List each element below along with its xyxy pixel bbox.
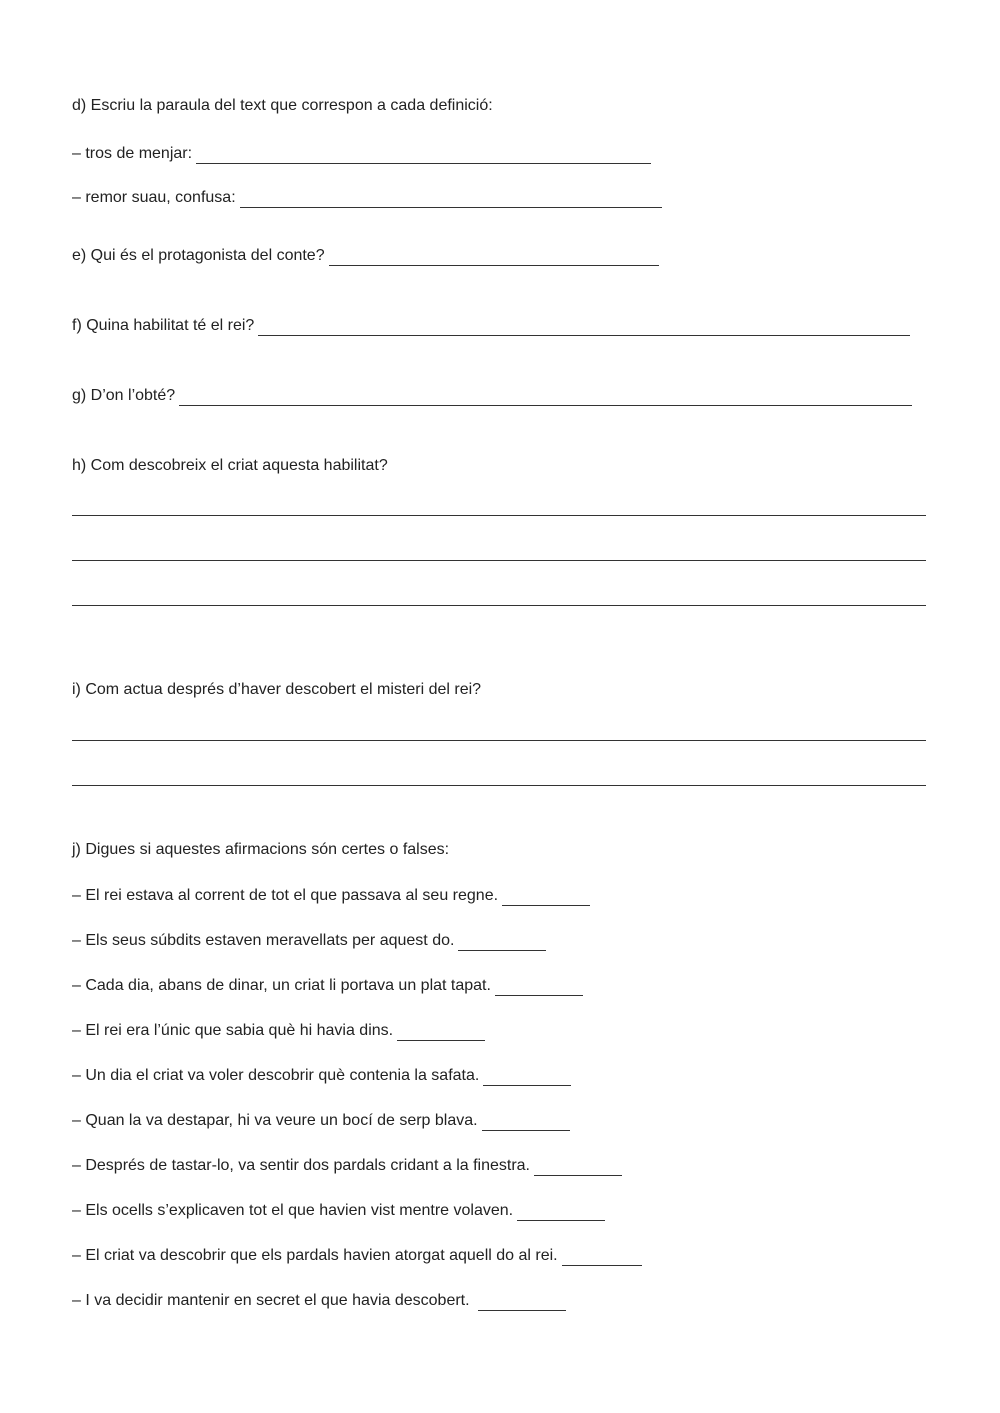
statement-text: – Un dia el criat va voler descobrir què contenia la safata. bbox=[72, 1067, 480, 1084]
question-d-prompt: d) Escriu la paraula del text que correspon a cada definició: bbox=[72, 97, 493, 114]
question-h-prompt: h) Com descobreix el criat aquesta habilitat? bbox=[72, 457, 388, 474]
statement-text: – Els ocells s’explicaven tot el que havien vist mentre volaven. bbox=[72, 1202, 514, 1219]
statement-text: – Els seus súbdits estaven meravellats per aquest do. bbox=[72, 932, 455, 949]
answer-line[interactable] bbox=[72, 515, 926, 516]
definition-label: – tros de menjar: bbox=[72, 145, 193, 162]
statement-text: – Quan la va destapar, hi va veure un bocí de serp blava. bbox=[72, 1112, 478, 1129]
answer-blank[interactable] bbox=[240, 192, 662, 208]
true-false-blank[interactable] bbox=[517, 1205, 605, 1221]
definition-item bbox=[72, 140, 651, 164]
statement-item bbox=[72, 1152, 622, 1176]
answer-blank[interactable] bbox=[196, 148, 651, 164]
definition-item bbox=[72, 184, 662, 208]
true-false-blank[interactable] bbox=[495, 980, 583, 996]
statement-text: – El rei estava al corrent de tot el que passava al seu regne. bbox=[72, 887, 499, 904]
statement-item bbox=[72, 1197, 605, 1221]
statement-text: – Després de tastar-lo, va sentir dos pardals cridant a la finestra. bbox=[72, 1157, 530, 1174]
answer-blank[interactable] bbox=[179, 390, 912, 406]
true-false-blank[interactable] bbox=[482, 1115, 570, 1131]
answer-line[interactable] bbox=[72, 560, 926, 561]
statement-item bbox=[72, 1107, 570, 1131]
statement-item bbox=[72, 1287, 566, 1311]
question-e-prompt: e) Qui és el protagonista del conte? bbox=[72, 247, 325, 264]
question-e bbox=[72, 242, 659, 266]
question-i-prompt: i) Com actua després d’haver descobert el misteri del rei? bbox=[72, 681, 482, 698]
statement-item bbox=[72, 972, 583, 996]
statement-text: – El rei era l’únic que sabia què hi havia dins. bbox=[72, 1022, 394, 1039]
true-false-blank[interactable] bbox=[478, 1295, 566, 1311]
question-j bbox=[72, 836, 449, 860]
statement-item bbox=[72, 1017, 485, 1041]
statement-item bbox=[72, 882, 590, 906]
statement-text: – Cada dia, abans de dinar, un criat li portava un plat tapat. bbox=[72, 977, 491, 994]
true-false-blank[interactable] bbox=[458, 935, 546, 951]
statement-item bbox=[72, 927, 546, 951]
question-h bbox=[72, 452, 388, 476]
question-f-prompt: f) Quina habilitat té el rei? bbox=[72, 317, 255, 334]
answer-line[interactable] bbox=[72, 740, 926, 741]
question-i bbox=[72, 676, 481, 700]
question-j-prompt: j) Digues si aquestes afirmacions són certes o falses: bbox=[72, 841, 450, 858]
statement-text: – El criat va descobrir que els pardals havien atorgat aquell do al rei. bbox=[72, 1247, 558, 1264]
question-g-prompt: g) D’on l’obté? bbox=[72, 387, 176, 404]
statement-text: – I va decidir mantenir en secret el que havia descobert. bbox=[72, 1292, 470, 1309]
answer-blank[interactable] bbox=[329, 250, 659, 266]
statement-item bbox=[72, 1062, 571, 1086]
true-false-blank[interactable] bbox=[397, 1025, 485, 1041]
true-false-blank[interactable] bbox=[562, 1250, 642, 1266]
answer-line[interactable] bbox=[72, 785, 926, 786]
true-false-blank[interactable] bbox=[534, 1160, 622, 1176]
question-f bbox=[72, 312, 910, 336]
statement-item bbox=[72, 1242, 642, 1266]
true-false-blank[interactable] bbox=[502, 890, 590, 906]
answer-line[interactable] bbox=[72, 605, 926, 606]
true-false-blank[interactable] bbox=[483, 1070, 571, 1086]
question-d bbox=[72, 92, 493, 116]
answer-blank[interactable] bbox=[258, 320, 910, 336]
question-g bbox=[72, 382, 912, 406]
definition-label: – remor suau, confusa: bbox=[72, 189, 236, 206]
